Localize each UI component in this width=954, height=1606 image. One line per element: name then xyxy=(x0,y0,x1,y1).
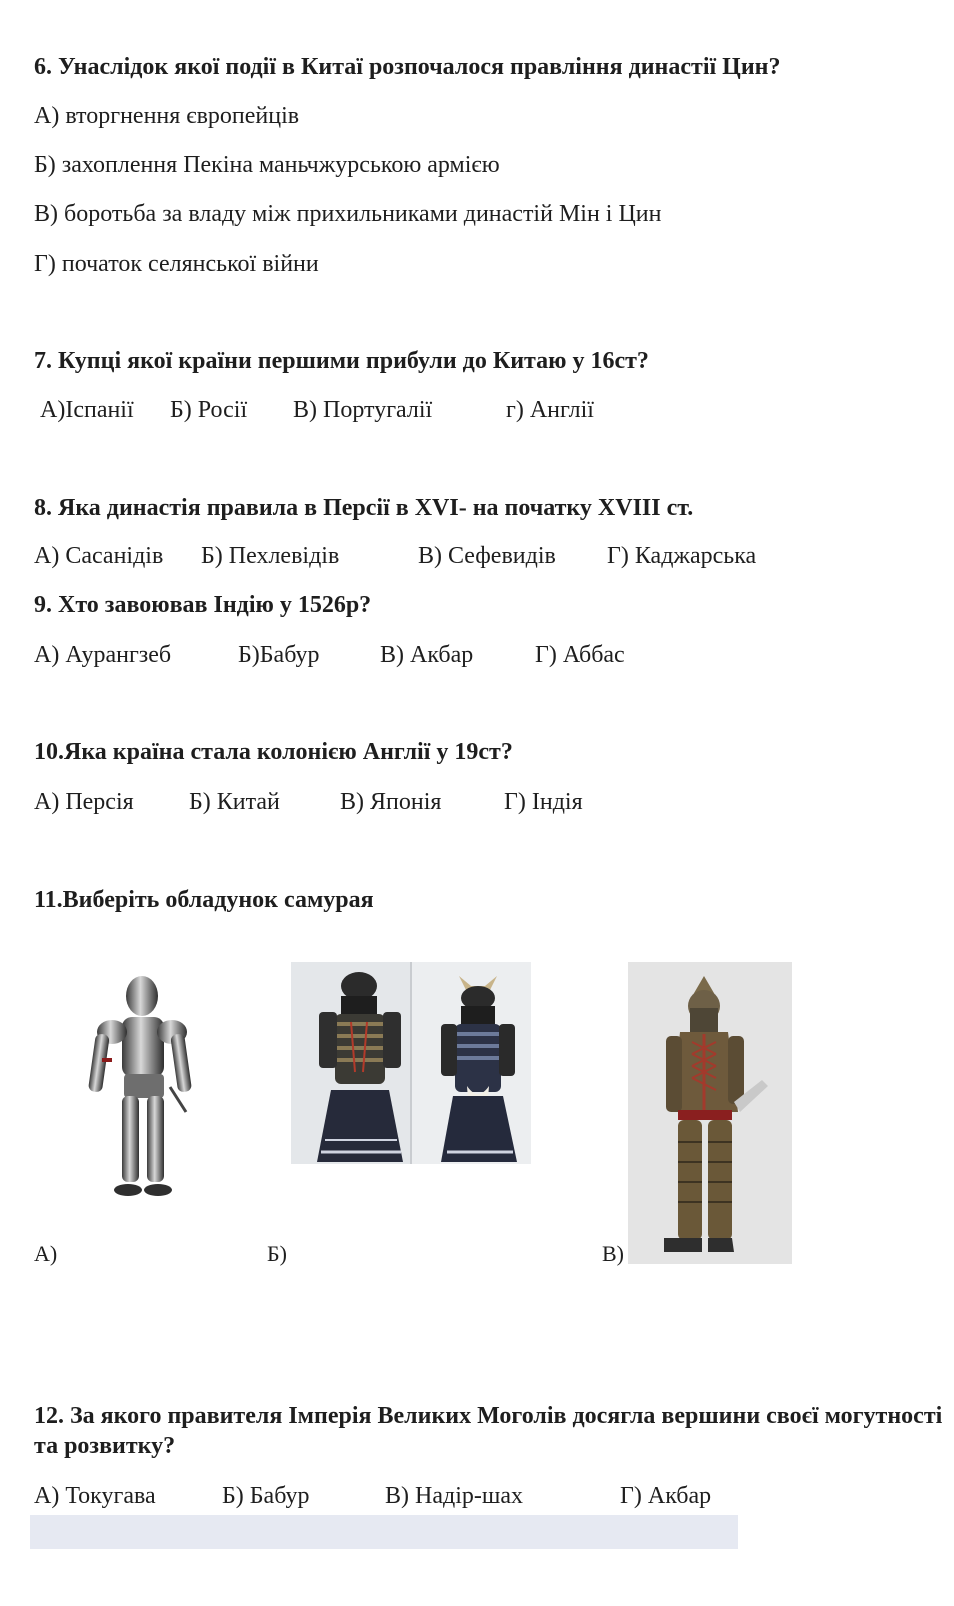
q6-option-a: А) вторгнення європейців xyxy=(34,103,300,129)
q9-option-b: Б)Бабур xyxy=(238,642,320,668)
mail-armor-icon xyxy=(628,962,792,1264)
knight-armor-icon xyxy=(62,962,208,1224)
q10-option-c: В) Японія xyxy=(340,789,442,815)
q8-option-c: В) Сефевидів xyxy=(418,543,556,569)
samurai-armor-pair-image xyxy=(291,962,531,1164)
question-6: 6. Унаслідок якої події в Китаї розпочалося правління династії Цин? xyxy=(34,54,781,80)
q12-option-d: Г) Акбар xyxy=(620,1483,712,1509)
q7-option-b: Б) Росії xyxy=(170,397,248,423)
q12-options-highlight xyxy=(30,1515,738,1549)
q8-option-b: Б) Пехлевідів xyxy=(201,543,340,569)
question-11: 11.Виберіть обладунок самурая xyxy=(34,887,374,913)
question-8: 8. Яка династія правила в Персії в XVI- на початку XVIII ст. xyxy=(34,495,694,521)
q10-option-a: А) Персія xyxy=(34,789,134,815)
q7-option-c: В) Португалії xyxy=(293,397,433,423)
q12-option-b: Б) Бабур xyxy=(222,1483,310,1509)
q12-option-a: А) Токугава xyxy=(34,1483,156,1509)
european-knight-armor-image xyxy=(62,962,208,1224)
q11-label-b: Б) xyxy=(267,1241,287,1266)
q7-option-d: г) Англії xyxy=(506,397,594,423)
q9-option-a: А) Аурангзеб xyxy=(34,642,172,668)
question-9: 9. Хто завоював Індію у 1526р? xyxy=(34,592,372,618)
samurai-armor-icon xyxy=(291,962,531,1164)
q8-option-d: Г) Каджарська xyxy=(607,543,757,569)
q6-option-b: Б) захоплення Пекіна маньчжурською армією xyxy=(34,152,500,178)
q12-option-c: В) Надір-шах xyxy=(385,1483,523,1509)
persian-mail-armor-image xyxy=(628,962,792,1264)
q9-option-c: В) Акбар xyxy=(380,642,474,668)
question-12-line-1: 12. За якого правителя Імперія Великих Моголів досягла вершини своєї могутності xyxy=(34,1403,943,1429)
q11-label-a: А) xyxy=(34,1241,58,1266)
q7-option-a: А)Іспанії xyxy=(40,397,134,423)
question-7: 7. Купці якої країни першими прибули до Китаю у 16ст? xyxy=(34,348,649,374)
q6-option-d: Г) початок селянської війни xyxy=(34,251,319,277)
q11-label-c: В) xyxy=(602,1241,624,1266)
question-12-line-2: та розвитку? xyxy=(34,1433,176,1459)
question-10: 10.Яка країна стала колонією Англії у 19ст? xyxy=(34,739,513,765)
q10-option-d: Г) Індія xyxy=(504,789,583,815)
q8-option-a: А) Сасанідів xyxy=(34,543,164,569)
q6-option-c: В) боротьба за владу між прихильниками династій Мін і Цин xyxy=(34,201,662,227)
q10-option-b: Б) Китай xyxy=(189,789,280,815)
q9-option-d: Г) Аббас xyxy=(535,642,625,668)
